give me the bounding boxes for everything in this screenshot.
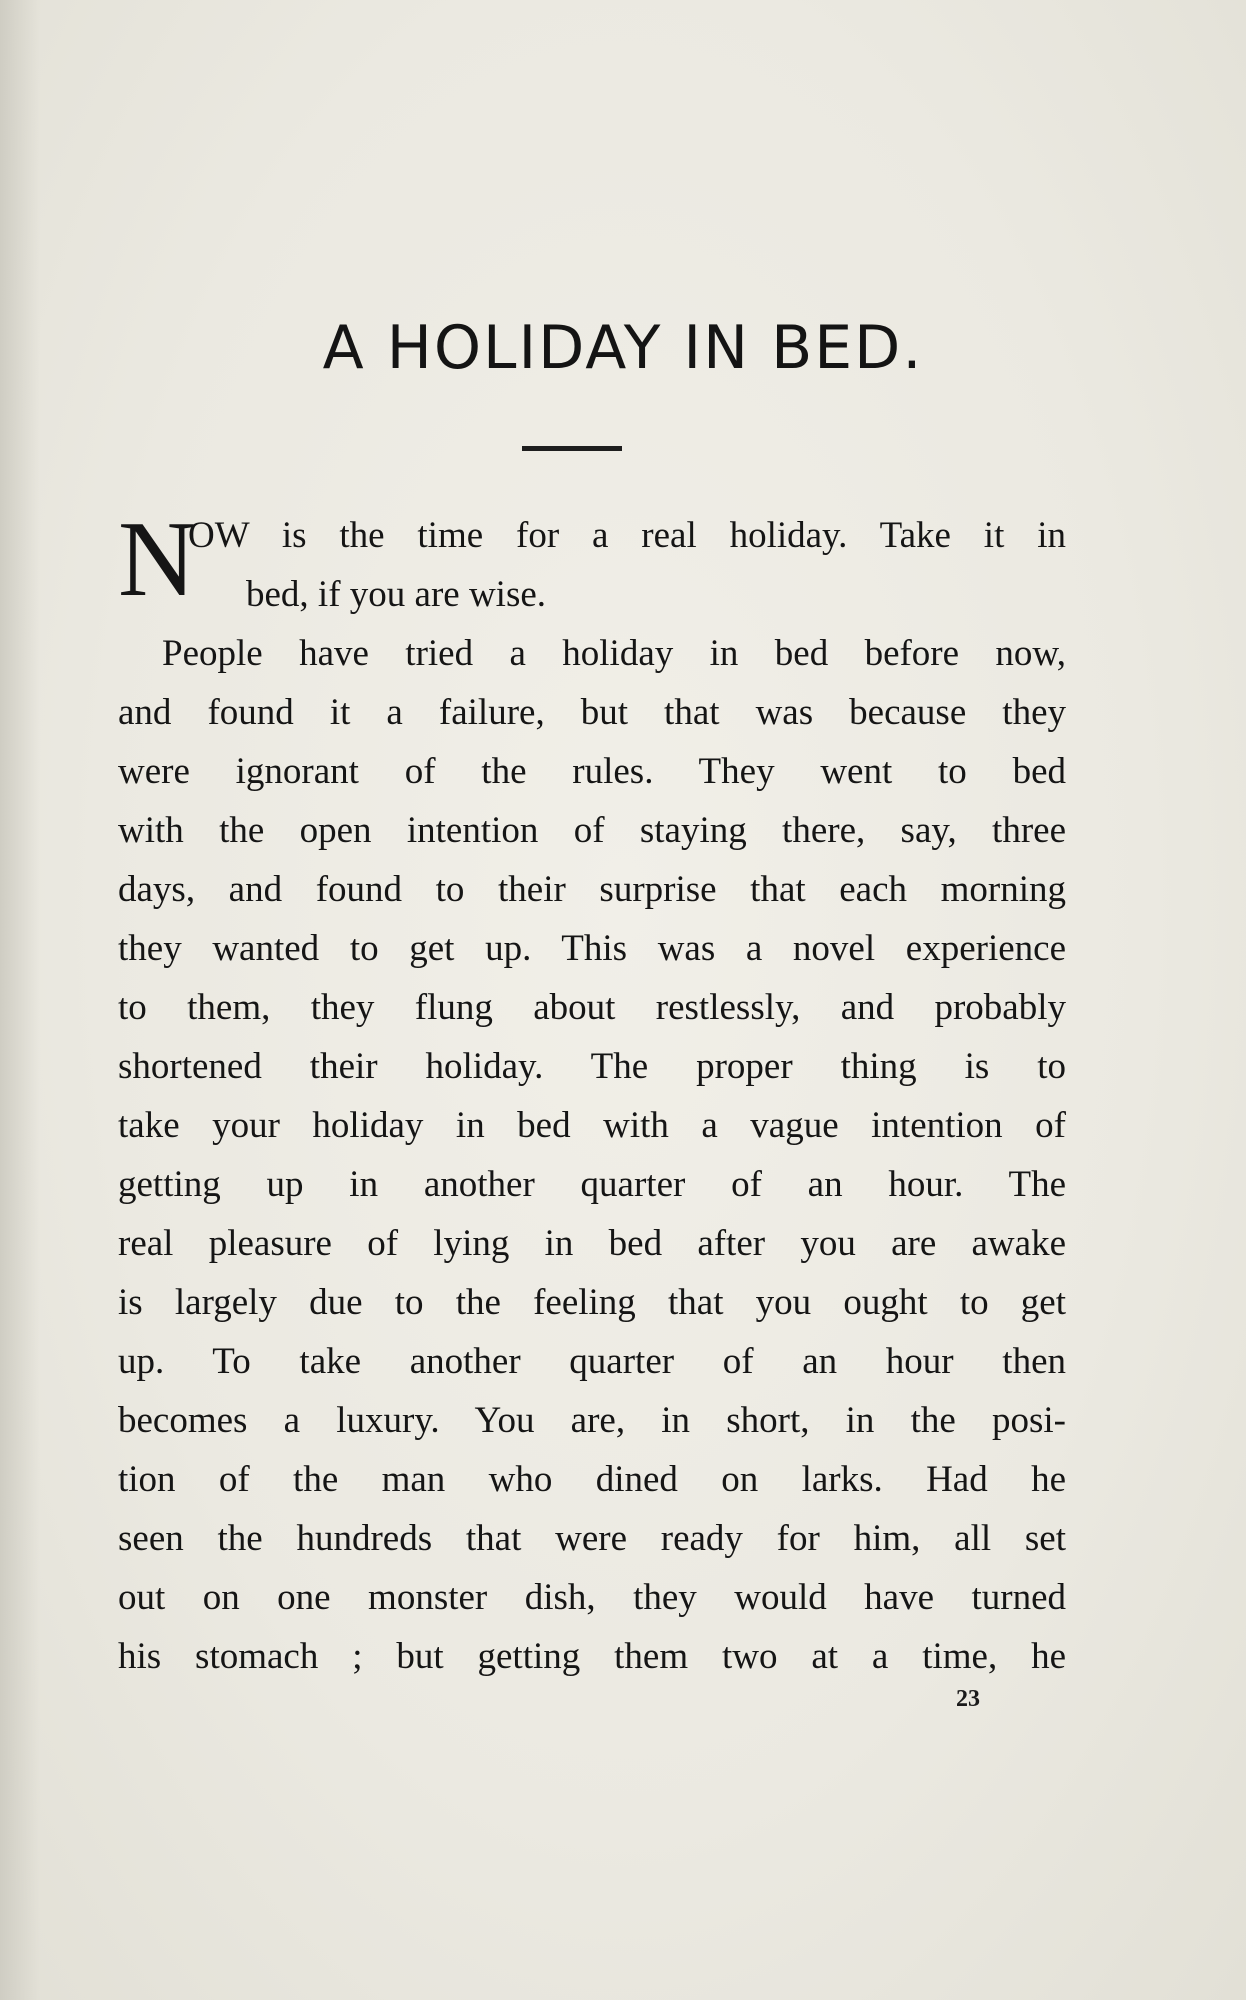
text-line: days, and found to their surprise that each morning [118,869,1066,910]
title-rule [522,446,622,451]
page-gutter-shade [0,0,40,2000]
text-line: seen the hundreds that were ready for him, all set [118,1518,1066,1559]
text-line: to them, they flung about restlessly, and probably [118,987,1066,1028]
text-line: up. To take another quarter of an hour then [118,1341,1066,1382]
text-line: with the open intention of staying there, say, three [118,810,1066,851]
text-line: is largely due to the feeling that you ought to get [118,1282,1066,1323]
text-line: real pleasure of lying in bed after you are awake [118,1223,1066,1264]
text-line: take your holiday in bed with a vague intention of [118,1105,1066,1146]
text-line: People have tried a holiday in bed before now, [162,633,1066,674]
second-paragraph [118,624,1066,1686]
text-line: shortened their holiday. The proper thing is to [118,1046,1066,1087]
page-number: 23 [956,1686,980,1712]
text-line: getting up in another quarter of an hour. The [118,1164,1066,1205]
text-line: becomes a luxury. You are, in short, in the posi- [118,1400,1066,1441]
text-line: out on one monster dish, they would have turned [118,1577,1066,1618]
text-line: were ignorant of the rules. They went to bed [118,751,1066,792]
chapter-title: A HOLIDAY IN BED. [322,313,924,383]
text-line: bed, if you are wise. [246,574,547,615]
text-line: tion of the man who dined on larks. Had he [118,1459,1066,1500]
text-line: OW is the time for a real holiday. Take it in [188,515,1066,556]
opening-paragraph [118,500,1066,624]
drop-cap: N [118,500,196,619]
text-line: and found it a failure, but that was because they [118,692,1066,733]
body-text [118,500,1066,1686]
text-line: they wanted to get up. This was a novel experience [118,928,1066,969]
text-line: his stomach ; but getting them two at a time, he [118,1636,1066,1677]
